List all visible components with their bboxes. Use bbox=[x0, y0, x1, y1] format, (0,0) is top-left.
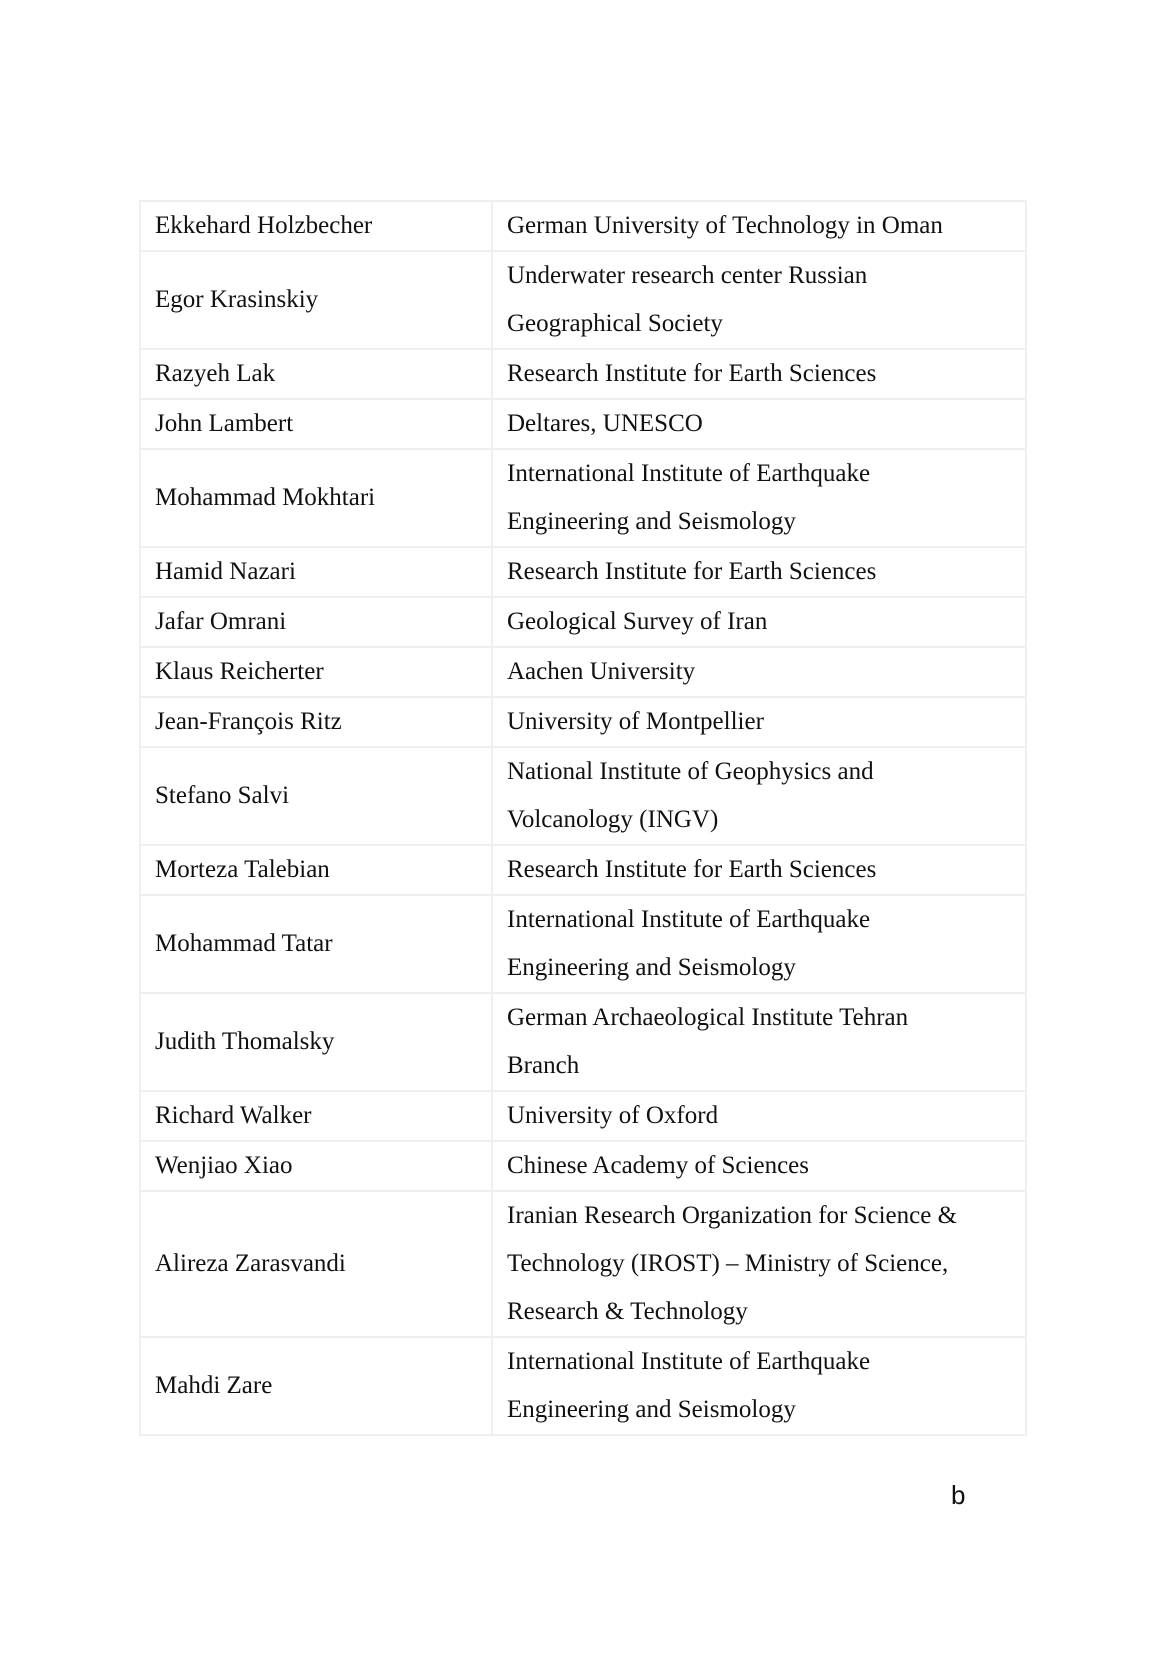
member-affiliation bbox=[492, 399, 1026, 449]
member-name: Morteza Talebian bbox=[140, 845, 492, 895]
affiliation-line: Underwater research center Russian bbox=[507, 262, 868, 289]
table-row bbox=[140, 201, 1026, 251]
affiliation-line: Research Institute for Earth Sciences bbox=[507, 856, 877, 883]
member-affiliation bbox=[492, 1141, 1026, 1191]
affiliation-line: Engineering and Seismology bbox=[507, 954, 796, 981]
affiliation-line: Volcanology (INGV) bbox=[507, 806, 719, 833]
affiliation-line: Branch bbox=[507, 1052, 580, 1079]
member-affiliation bbox=[492, 201, 1026, 251]
table-row bbox=[140, 1191, 1026, 1337]
affiliation-line: National Institute of Geophysics and bbox=[507, 758, 874, 785]
table-row bbox=[140, 1141, 1026, 1191]
affiliation-line: Engineering and Seismology bbox=[507, 508, 796, 535]
table-body bbox=[140, 201, 1026, 1435]
affiliation-line: Aachen University bbox=[507, 658, 696, 685]
table-row bbox=[140, 647, 1026, 697]
affiliation-line: International Institute of Earthquake bbox=[507, 460, 871, 487]
table-row bbox=[140, 1337, 1026, 1435]
committee-members-table bbox=[139, 200, 1027, 1436]
member-name: Mahdi Zare bbox=[140, 1337, 492, 1435]
table-row bbox=[140, 697, 1026, 747]
table-row bbox=[140, 547, 1026, 597]
member-name: Mohammad Mokhtari bbox=[140, 449, 492, 547]
table-row bbox=[140, 747, 1026, 845]
member-affiliation bbox=[492, 251, 1026, 349]
member-name: Wenjiao Xiao bbox=[140, 1141, 492, 1191]
table-row bbox=[140, 349, 1026, 399]
member-affiliation bbox=[492, 845, 1026, 895]
member-name: Richard Walker bbox=[140, 1091, 492, 1141]
affiliation-line: Deltares, UNESCO bbox=[507, 410, 703, 437]
affiliation-line: Engineering and Seismology bbox=[507, 1396, 796, 1423]
member-name: Mohammad Tatar bbox=[140, 895, 492, 993]
member-affiliation bbox=[492, 547, 1026, 597]
member-affiliation bbox=[492, 895, 1026, 993]
affiliation-line: University of Montpellier bbox=[507, 708, 764, 735]
member-name: Ekkehard Holzbecher bbox=[140, 201, 492, 251]
member-affiliation bbox=[492, 993, 1026, 1091]
table-row bbox=[140, 895, 1026, 993]
member-name: Razyeh Lak bbox=[140, 349, 492, 399]
affiliation-line: Iranian Research Organization for Science & bbox=[507, 1202, 958, 1229]
member-affiliation bbox=[492, 349, 1026, 399]
member-affiliation bbox=[492, 647, 1026, 697]
table-row bbox=[140, 1091, 1026, 1141]
affiliation-line: Technology (IROST) – Ministry of Science, bbox=[507, 1250, 949, 1277]
member-affiliation bbox=[492, 449, 1026, 547]
table-row bbox=[140, 399, 1026, 449]
member-affiliation bbox=[492, 747, 1026, 845]
table-row bbox=[140, 993, 1026, 1091]
member-affiliation bbox=[492, 697, 1026, 747]
affiliation-line: German University of Technology in Oman bbox=[507, 212, 943, 239]
affiliation-line: University of Oxford bbox=[507, 1102, 719, 1129]
affiliation-line: Geographical Society bbox=[507, 310, 723, 337]
member-name: Jafar Omrani bbox=[140, 597, 492, 647]
table-row bbox=[140, 449, 1026, 547]
member-affiliation bbox=[492, 1337, 1026, 1435]
member-affiliation bbox=[492, 1191, 1026, 1337]
member-name: Hamid Nazari bbox=[140, 547, 492, 597]
affiliation-line: Research & Technology bbox=[507, 1298, 748, 1325]
affiliation-line: International Institute of Earthquake bbox=[507, 1348, 871, 1375]
table-row bbox=[140, 845, 1026, 895]
affiliation-line: Research Institute for Earth Sciences bbox=[507, 558, 877, 585]
affiliation-line: German Archaeological Institute Tehran bbox=[507, 1004, 909, 1031]
member-name: Jean-François Ritz bbox=[140, 697, 492, 747]
member-name: Stefano Salvi bbox=[140, 747, 492, 845]
affiliation-line: Geological Survey of Iran bbox=[507, 608, 768, 635]
member-name: Alireza Zarasvandi bbox=[140, 1191, 492, 1337]
member-name: John Lambert bbox=[140, 399, 492, 449]
affiliation-line: International Institute of Earthquake bbox=[507, 906, 871, 933]
member-name: Judith Thomalsky bbox=[140, 993, 492, 1091]
member-name: Egor Krasinskiy bbox=[140, 251, 492, 349]
page-marker: b bbox=[951, 1480, 966, 1510]
member-name: Klaus Reicherter bbox=[140, 647, 492, 697]
table-row bbox=[140, 251, 1026, 349]
affiliation-line: Chinese Academy of Sciences bbox=[507, 1152, 809, 1179]
affiliation-line: Research Institute for Earth Sciences bbox=[507, 360, 877, 387]
member-affiliation bbox=[492, 597, 1026, 647]
table-row bbox=[140, 597, 1026, 647]
member-affiliation bbox=[492, 1091, 1026, 1141]
